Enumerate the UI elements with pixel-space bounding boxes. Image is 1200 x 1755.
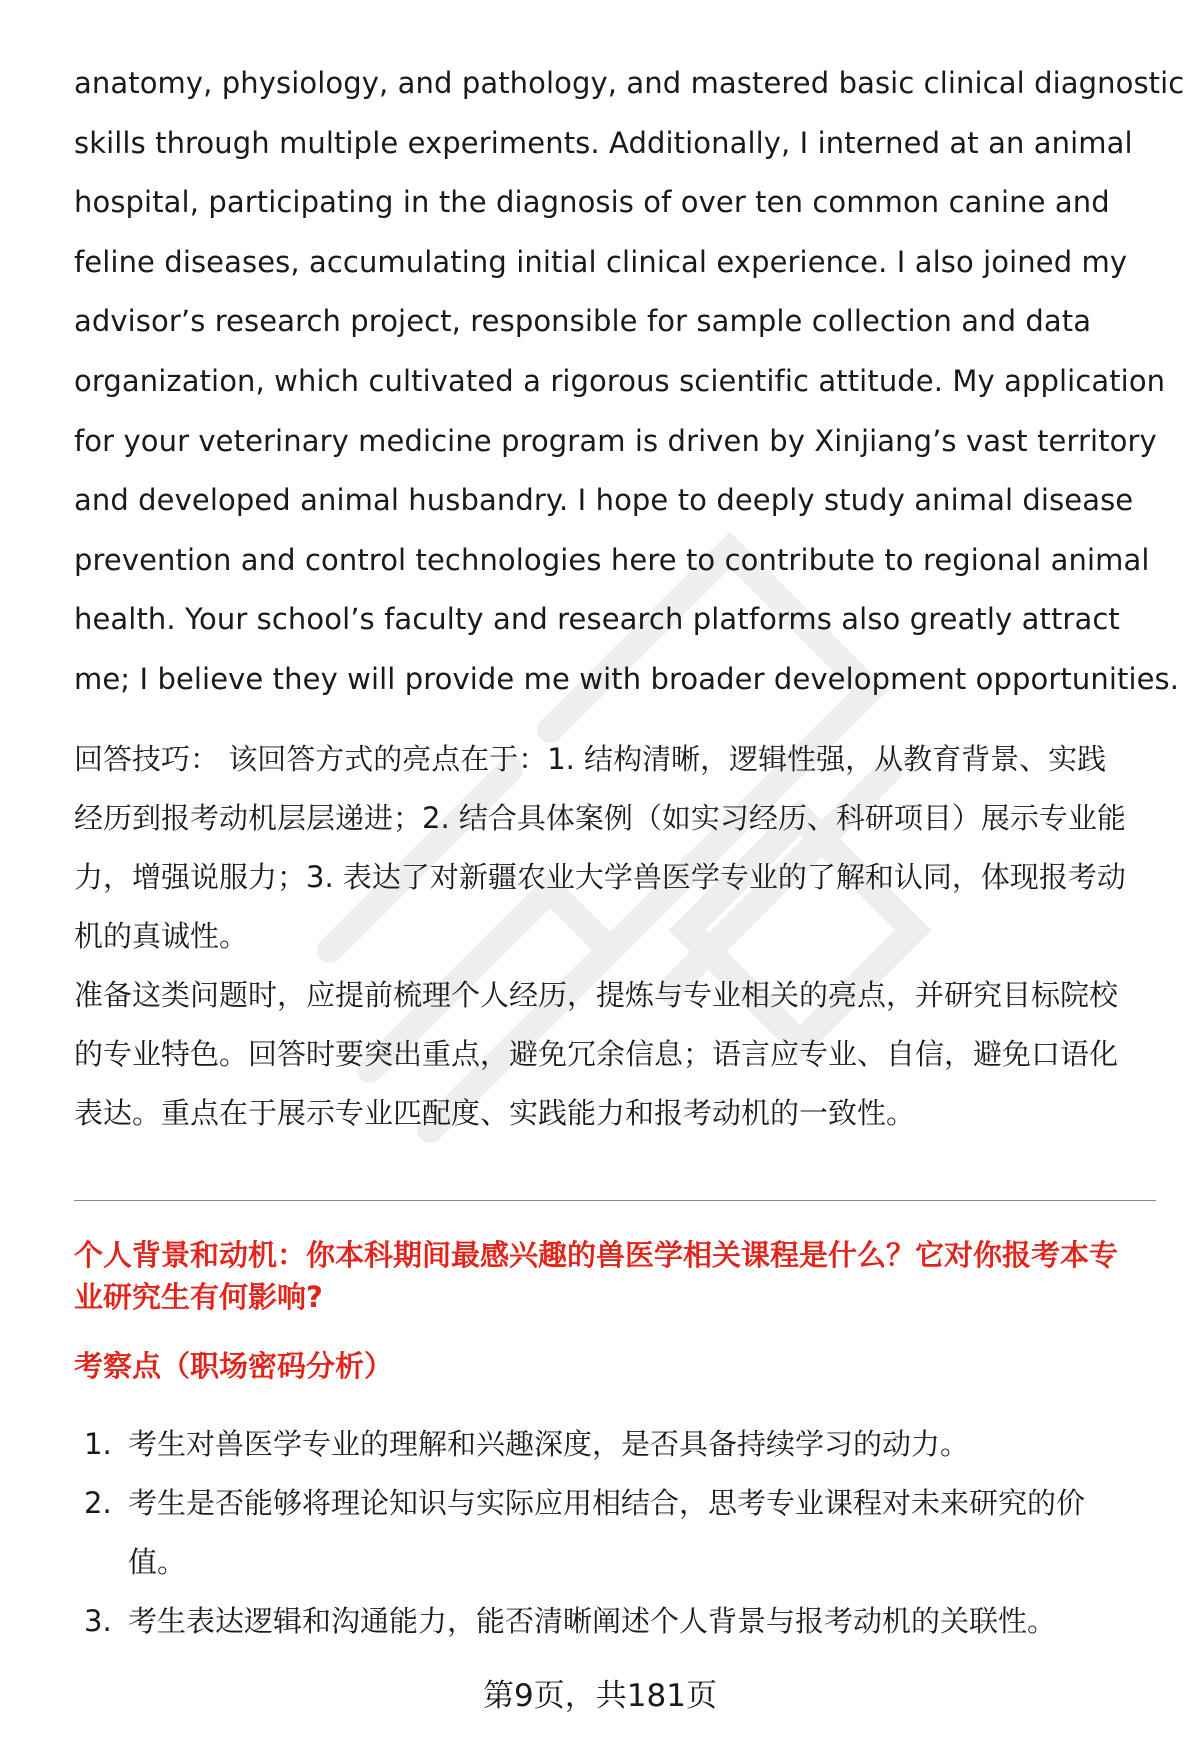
answer-line: anatomy, physiology, and pathology, and mastered basic clinical diagnostic [74,66,1185,100]
question-heading [74,1234,1156,1318]
section-divider [74,1200,1156,1201]
list-item-number: 2. [84,1486,112,1520]
list-item [74,1592,1156,1651]
answer-paragraph [74,0,1185,710]
list-item-number: 1. [84,1427,112,1461]
answer-line: and developed animal husbandry. I hope to deeply study animal disease [74,483,1134,518]
answer-line: health. Your school’s faculty and research platforms also greatly attract [74,602,1120,637]
tips-line: 准备这类问题时，应提前梳理个人经历，提炼与专业相关的亮点，并研究目标院校 [74,977,1119,1012]
list-item-text: 考生对兽医学专业的理解和兴趣深度，是否具备持续学习的动力。 [128,1427,970,1461]
answer-line: skills through multiple experiments. Additionally, I interned at an animal [74,125,1133,160]
assessment-points-list [74,1415,1156,1651]
answer-line: advisor’s research project, responsible for sample collection and data [74,304,1092,339]
list-item [74,1474,1156,1592]
answer-line: me; I believe they will provide me with broader development opportunities. [74,661,1180,696]
answer-line: feline diseases, accumulating initial clinical experience. I also joined my [74,244,1128,279]
document-page [74,0,1185,1638]
page-number: 第9页，共181页 [483,1678,717,1714]
question-line: 个人背景和动机：你本科期间最感兴趣的兽医学相关课程是什么？它对你报考本专 [74,1238,1119,1272]
tips-line: 的专业特色。回答时要突出重点，避免冗余信息；语言应专业、自信，避免口语化 [74,1036,1119,1071]
list-item-text: 考生表达逻辑和沟通能力，能否清晰阐述个人背景与报考动机的关联性。 [128,1604,1057,1638]
question-line: 业研究生有何影响? [74,1280,323,1314]
tips-line: 表达。重点在于展示专业匹配度、实践能力和报考动机的一致性。 [74,1095,916,1130]
tips-line: 力，增强说服力；3. 表达了对新疆农业大学兽医学专业的了解和认同，体现报考动 [74,859,1126,894]
tips-line: 机的真诚性。 [74,918,249,953]
list-item-number: 3. [84,1604,112,1638]
assessment-points-title: 考察点（职场密码分析） [74,1349,394,1383]
list-item [74,1415,1156,1474]
answer-line: for your veterinary medicine program is driven by Xinjiang’s vast territory [74,423,1157,458]
tips-line: 回答技巧： 该回答方式的亮点在于：1. 结构清晰，逻辑性强，从教育背景、实践 [74,741,1107,776]
answer-line: prevention and control technologies here to contribute to regional animal [74,542,1150,577]
answer-line: hospital, participating in the diagnosis of over ten common canine and [74,185,1110,220]
tips-line: 经历到报考动机层层递进；2. 结合具体案例（如实习经历、科研项目）展示专业能 [74,800,1126,835]
list-item-text: 考生是否能够将理论知识与实际应用相结合，思考专业课程对未来研究的价 [128,1486,1086,1520]
list-item-text: 值。 [128,1545,187,1579]
answer-line: organization, which cultivated a rigorous scientific attitude. My application [74,363,1166,398]
answer-tips [74,710,1154,1143]
